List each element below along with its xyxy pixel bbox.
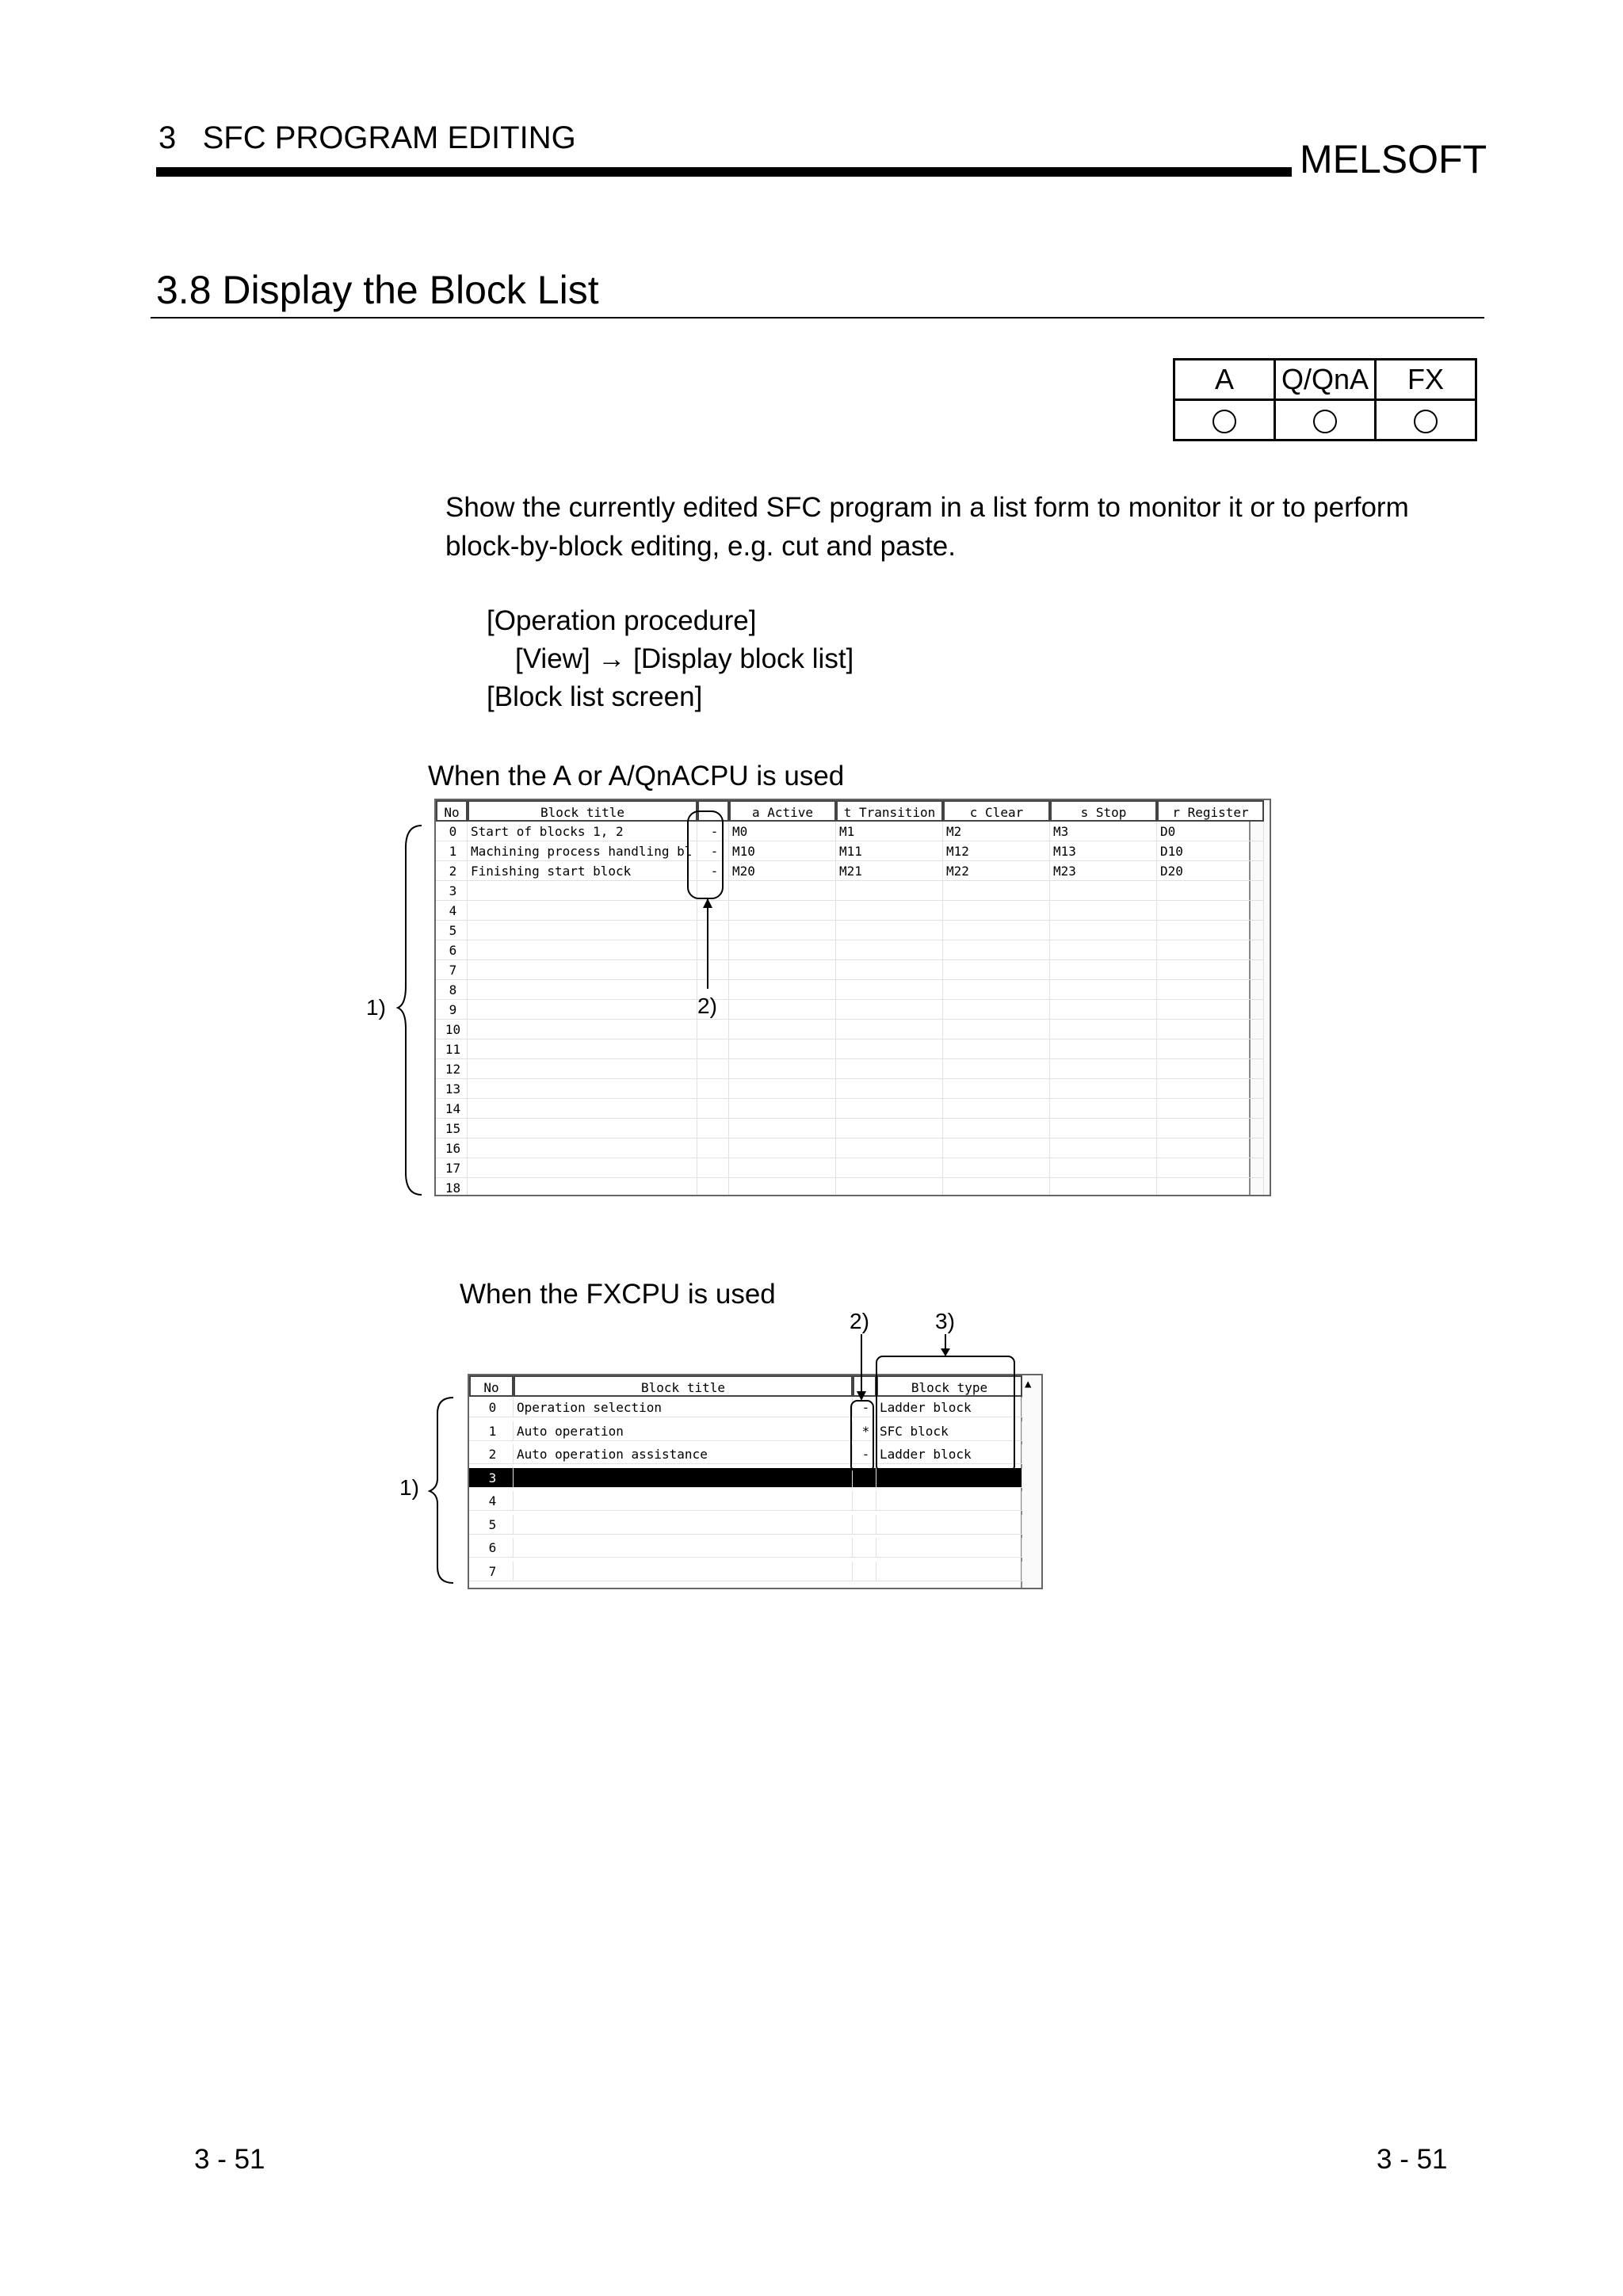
table-cell bbox=[468, 1079, 697, 1099]
table-row[interactable] bbox=[436, 861, 1264, 881]
table-row[interactable] bbox=[436, 980, 1264, 1000]
compat-header-fx: FX bbox=[1376, 360, 1476, 400]
table-cell: Machining process handling bl bbox=[468, 841, 697, 861]
table-cell bbox=[697, 1158, 729, 1178]
table-cell bbox=[1157, 1178, 1264, 1196]
table-cell: 15 bbox=[436, 1119, 468, 1138]
table-cell bbox=[876, 1562, 1022, 1581]
table-cell: 4 bbox=[469, 1491, 514, 1511]
table-cell: Auto operation bbox=[514, 1421, 853, 1441]
table-cell: 5 bbox=[469, 1515, 514, 1535]
callout-2-fx: 2) bbox=[850, 1309, 869, 1333]
chapter-heading: 3 SFC PROGRAM EDITING bbox=[158, 120, 576, 155]
table-cell bbox=[1157, 960, 1264, 980]
table-cell bbox=[836, 1020, 943, 1039]
compat-mark-a bbox=[1174, 400, 1275, 441]
table-cell bbox=[729, 921, 836, 940]
table-row[interactable] bbox=[436, 901, 1264, 921]
screen-heading: [Block list screen] bbox=[487, 681, 703, 712]
table-cell: M2 bbox=[943, 822, 1050, 841]
table-cell bbox=[468, 1099, 697, 1119]
table-cell: M20 bbox=[729, 861, 836, 881]
table-cell bbox=[697, 1099, 729, 1119]
table-cell: 10 bbox=[436, 1020, 468, 1039]
table-cell: 14 bbox=[436, 1099, 468, 1119]
table-cell: Ladder block bbox=[876, 1398, 1022, 1417]
column-header[interactable]: a Active bbox=[729, 800, 836, 822]
table-cell bbox=[729, 1059, 836, 1079]
table-cell bbox=[943, 1000, 1050, 1020]
column-header[interactable]: No bbox=[469, 1375, 514, 1397]
table-cell: M10 bbox=[729, 841, 836, 861]
table-cell bbox=[1157, 921, 1264, 940]
table-cell: 0 bbox=[469, 1398, 514, 1417]
table-cell bbox=[1157, 1138, 1264, 1158]
table-cell: Finishing start block bbox=[468, 861, 697, 881]
table-cell bbox=[1050, 1000, 1157, 1020]
callout-3-fx: 3) bbox=[935, 1309, 955, 1333]
table-row[interactable] bbox=[436, 940, 1264, 960]
table-cell bbox=[836, 921, 943, 940]
table-cell bbox=[1050, 1039, 1157, 1059]
table-row[interactable] bbox=[436, 1158, 1264, 1178]
table-cell bbox=[468, 921, 697, 940]
table-row[interactable] bbox=[436, 1039, 1264, 1059]
table-cell: 1 bbox=[469, 1421, 514, 1441]
table-cell: M11 bbox=[836, 841, 943, 861]
table-cell: 2 bbox=[469, 1444, 514, 1464]
column-header[interactable]: Block type bbox=[876, 1375, 1022, 1397]
table-cell bbox=[697, 1020, 729, 1039]
table-cell bbox=[514, 1538, 853, 1558]
table-cell bbox=[943, 940, 1050, 960]
column-header[interactable]: Block title bbox=[468, 800, 697, 822]
table-cell bbox=[1050, 1158, 1157, 1178]
table-cell bbox=[836, 1138, 943, 1158]
column-header[interactable]: c Clear bbox=[943, 800, 1050, 822]
table-cell bbox=[943, 881, 1050, 901]
table-cell bbox=[943, 1059, 1050, 1079]
table-cell: M1 bbox=[836, 822, 943, 841]
table-cell bbox=[1157, 1020, 1264, 1039]
table-cell bbox=[1157, 1000, 1264, 1020]
table-cell: 3 bbox=[436, 881, 468, 901]
table-cell: 6 bbox=[469, 1538, 514, 1558]
compat-header-a: A bbox=[1174, 360, 1275, 400]
table-cell: 5 bbox=[436, 921, 468, 940]
table-cell bbox=[514, 1515, 853, 1535]
table-cell bbox=[1050, 1138, 1157, 1158]
table-cell bbox=[836, 901, 943, 921]
circle-mark-icon bbox=[1414, 410, 1438, 433]
table-cell bbox=[943, 980, 1050, 1000]
column-header[interactable]: No bbox=[436, 800, 468, 822]
table-row[interactable] bbox=[436, 1119, 1264, 1138]
table-cell bbox=[1157, 1099, 1264, 1119]
table-cell: M12 bbox=[943, 841, 1050, 861]
table-cell bbox=[1157, 1158, 1264, 1178]
table-cell bbox=[836, 960, 943, 980]
table-row[interactable] bbox=[436, 881, 1264, 901]
table-cell bbox=[943, 901, 1050, 921]
table-cell: - bbox=[853, 1444, 876, 1464]
scroll-up-arrow-icon[interactable]: ▲ bbox=[1025, 1378, 1032, 1390]
table-cell bbox=[1050, 1178, 1157, 1196]
table-cell bbox=[836, 980, 943, 1000]
table-cell bbox=[468, 960, 697, 980]
table-cell: SFC block bbox=[876, 1421, 1022, 1441]
table-cell: D20 bbox=[1157, 861, 1264, 881]
table-cell bbox=[943, 921, 1050, 940]
table-cell bbox=[729, 1178, 836, 1196]
table-cell bbox=[1157, 1039, 1264, 1059]
table-cell bbox=[697, 1119, 729, 1138]
table-cell: 2 bbox=[436, 861, 468, 881]
table-cell: D10 bbox=[1157, 841, 1264, 861]
rows-bracket-fx bbox=[428, 1396, 460, 1586]
table-cell bbox=[729, 1119, 836, 1138]
table-cell bbox=[836, 1119, 943, 1138]
table-row[interactable] bbox=[436, 1000, 1264, 1020]
procedure-step: [View] → [Display block list] bbox=[515, 643, 854, 674]
table-row[interactable] bbox=[436, 1138, 1264, 1158]
table-cell bbox=[1157, 881, 1264, 901]
table-cell bbox=[836, 940, 943, 960]
rows-bracket-a bbox=[396, 824, 428, 1196]
table-cell bbox=[853, 1515, 876, 1535]
compat-header-qnа: Q/QnA bbox=[1275, 360, 1376, 400]
table-cell bbox=[853, 1491, 876, 1511]
table-row[interactable] bbox=[436, 1059, 1264, 1079]
callout-1-fx: 1) bbox=[399, 1475, 419, 1500]
procedure-heading: [Operation procedure] bbox=[487, 605, 757, 636]
table-cell bbox=[1157, 940, 1264, 960]
table-cell: - bbox=[853, 1398, 876, 1417]
table-cell bbox=[836, 1000, 943, 1020]
table-cell bbox=[729, 1138, 836, 1158]
table-cell: M21 bbox=[836, 861, 943, 881]
column-header[interactable]: r Register bbox=[1157, 800, 1264, 822]
table-cell bbox=[876, 1538, 1022, 1558]
table-cell bbox=[836, 1039, 943, 1059]
callout-2-pointer-a bbox=[682, 805, 729, 995]
circle-mark-icon bbox=[1212, 410, 1236, 433]
compat-mark-fx bbox=[1376, 400, 1476, 441]
table-cell bbox=[1050, 1020, 1157, 1039]
table-cell: 11 bbox=[436, 1039, 468, 1059]
table-cell: M13 bbox=[1050, 841, 1157, 861]
table-cell bbox=[729, 1158, 836, 1178]
table-cell bbox=[729, 960, 836, 980]
table-cell bbox=[468, 901, 697, 921]
table-row[interactable] bbox=[436, 1079, 1264, 1099]
table-cell bbox=[468, 1138, 697, 1158]
table-cell bbox=[697, 1039, 729, 1059]
table-cell: 17 bbox=[436, 1158, 468, 1178]
table-cell bbox=[853, 1562, 876, 1581]
table-cell bbox=[729, 1099, 836, 1119]
table-cell bbox=[1050, 940, 1157, 960]
table-row[interactable] bbox=[469, 1515, 1022, 1535]
table-row[interactable] bbox=[436, 960, 1264, 980]
table-cell bbox=[468, 1178, 697, 1196]
table-cell bbox=[1157, 901, 1264, 921]
table-cell: Start of blocks 1, 2 bbox=[468, 822, 697, 841]
figure-a-caption: When the A or A/QnACPU is used bbox=[428, 761, 845, 791]
page-number-right: 3 - 51 bbox=[1377, 2144, 1448, 2175]
table-cell bbox=[1050, 901, 1157, 921]
table-cell bbox=[943, 1099, 1050, 1119]
table-cell bbox=[1157, 980, 1264, 1000]
table-cell bbox=[943, 1119, 1050, 1138]
table-cell bbox=[514, 1491, 853, 1511]
table-cell bbox=[836, 1059, 943, 1079]
table-cell bbox=[468, 1119, 697, 1138]
table-cell bbox=[943, 1178, 1050, 1196]
table-row[interactable] bbox=[469, 1491, 1022, 1511]
table-cell bbox=[943, 1158, 1050, 1178]
table-cell bbox=[943, 1039, 1050, 1059]
table-cell bbox=[876, 1515, 1022, 1535]
table-cell bbox=[1050, 1079, 1157, 1099]
table-cell bbox=[468, 1059, 697, 1079]
table-cell bbox=[514, 1562, 853, 1581]
table-cell bbox=[468, 1039, 697, 1059]
table-cell bbox=[729, 980, 836, 1000]
table-cell: M3 bbox=[1050, 822, 1157, 841]
page-number-left: 3 - 51 bbox=[194, 2144, 265, 2175]
table-cell: M23 bbox=[1050, 861, 1157, 881]
table-cell bbox=[729, 901, 836, 921]
table-cell: 16 bbox=[436, 1138, 468, 1158]
table-cell bbox=[943, 1020, 1050, 1039]
table-row[interactable] bbox=[436, 822, 1264, 841]
table-row[interactable] bbox=[436, 921, 1264, 940]
table-cell bbox=[1050, 881, 1157, 901]
table-cell bbox=[1157, 1079, 1264, 1099]
table-cell bbox=[729, 1079, 836, 1099]
table-cell: 6 bbox=[436, 940, 468, 960]
table-cell bbox=[1050, 1059, 1157, 1079]
table-cell bbox=[697, 1059, 729, 1079]
table-cell bbox=[836, 1079, 943, 1099]
table-cell bbox=[468, 881, 697, 901]
table-cell: M22 bbox=[943, 861, 1050, 881]
header-rule bbox=[156, 167, 1292, 177]
circle-mark-icon bbox=[1313, 410, 1337, 433]
table-cell bbox=[853, 1538, 876, 1558]
table-cell: * bbox=[853, 1421, 876, 1441]
table-cell: 13 bbox=[436, 1079, 468, 1099]
figure-fx-caption: When the FXCPU is used bbox=[460, 1279, 776, 1310]
table-cell bbox=[1157, 1059, 1264, 1079]
table-cell bbox=[468, 940, 697, 960]
table-cell bbox=[836, 881, 943, 901]
table-cell bbox=[943, 1138, 1050, 1158]
table-row[interactable] bbox=[436, 1178, 1264, 1196]
table-cell: 18 bbox=[436, 1178, 468, 1196]
table-cell: 7 bbox=[469, 1562, 514, 1581]
table-cell bbox=[468, 1000, 697, 1020]
callout-1-a: 1) bbox=[366, 995, 386, 1020]
table-row[interactable] bbox=[436, 841, 1264, 861]
table-cell: - bbox=[697, 841, 729, 861]
table-cell: 12 bbox=[436, 1059, 468, 1079]
table-cell bbox=[468, 1158, 697, 1178]
table-cell bbox=[1050, 1099, 1157, 1119]
table-row[interactable] bbox=[436, 1099, 1264, 1119]
table-cell bbox=[468, 980, 697, 1000]
table-cell bbox=[729, 940, 836, 960]
table-cell bbox=[1050, 980, 1157, 1000]
table-cell bbox=[943, 960, 1050, 980]
table-cell bbox=[729, 1020, 836, 1039]
table-cell bbox=[697, 1178, 729, 1196]
table-cell: Auto operation assistance bbox=[514, 1444, 853, 1464]
table-cell: 7 bbox=[436, 960, 468, 980]
table-cell bbox=[697, 1079, 729, 1099]
table-row[interactable] bbox=[469, 1562, 1022, 1581]
table-cell bbox=[1157, 1119, 1264, 1138]
table-cell bbox=[1050, 921, 1157, 940]
block-list-grid-a[interactable] bbox=[434, 799, 1271, 1196]
table-cell: 8 bbox=[436, 980, 468, 1000]
intro-paragraph: Show the currently edited SFC program in a list form to monitor it or to perform block-by-block editing, e.g. cut and paste. bbox=[445, 492, 1409, 562]
table-cell bbox=[729, 1039, 836, 1059]
column-header[interactable]: s Stop bbox=[1050, 800, 1157, 822]
table-cell bbox=[697, 1138, 729, 1158]
callout-2-a: 2) bbox=[697, 994, 717, 1018]
table-cell: 3 bbox=[469, 1468, 514, 1488]
compat-mark-qna bbox=[1275, 400, 1376, 441]
table-cell bbox=[729, 1000, 836, 1020]
table-cell: Operation selection bbox=[514, 1398, 853, 1417]
table-cell: 1 bbox=[436, 841, 468, 861]
table-row[interactable] bbox=[436, 1020, 1264, 1039]
table-cell: M0 bbox=[729, 822, 836, 841]
column-header[interactable]: t Transition bbox=[836, 800, 943, 822]
table-cell: - bbox=[697, 822, 729, 841]
table-cell bbox=[836, 1158, 943, 1178]
cpu-compat-table bbox=[1173, 358, 1477, 441]
brand-label: MELSOFT bbox=[1300, 137, 1487, 181]
table-cell: D0 bbox=[1157, 822, 1264, 841]
callout-pointers-fx bbox=[840, 1331, 1030, 1474]
table-cell: - bbox=[697, 861, 729, 881]
table-cell: 4 bbox=[436, 901, 468, 921]
table-cell bbox=[876, 1491, 1022, 1511]
table-cell bbox=[1050, 1119, 1157, 1138]
table-cell bbox=[836, 1178, 943, 1196]
table-cell bbox=[468, 1020, 697, 1039]
table-cell bbox=[1050, 960, 1157, 980]
table-cell bbox=[514, 1468, 853, 1488]
table-cell: 9 bbox=[436, 1000, 468, 1020]
section-title: 3.8 Display the Block List bbox=[156, 268, 599, 312]
table-cell: Ladder block bbox=[876, 1444, 1022, 1464]
table-row[interactable] bbox=[469, 1538, 1022, 1558]
table-cell bbox=[836, 1099, 943, 1119]
table-cell bbox=[729, 881, 836, 901]
table-cell bbox=[943, 1079, 1050, 1099]
section-rule bbox=[151, 317, 1484, 318]
table-cell: 0 bbox=[436, 822, 468, 841]
column-header[interactable]: Block title bbox=[514, 1375, 853, 1397]
